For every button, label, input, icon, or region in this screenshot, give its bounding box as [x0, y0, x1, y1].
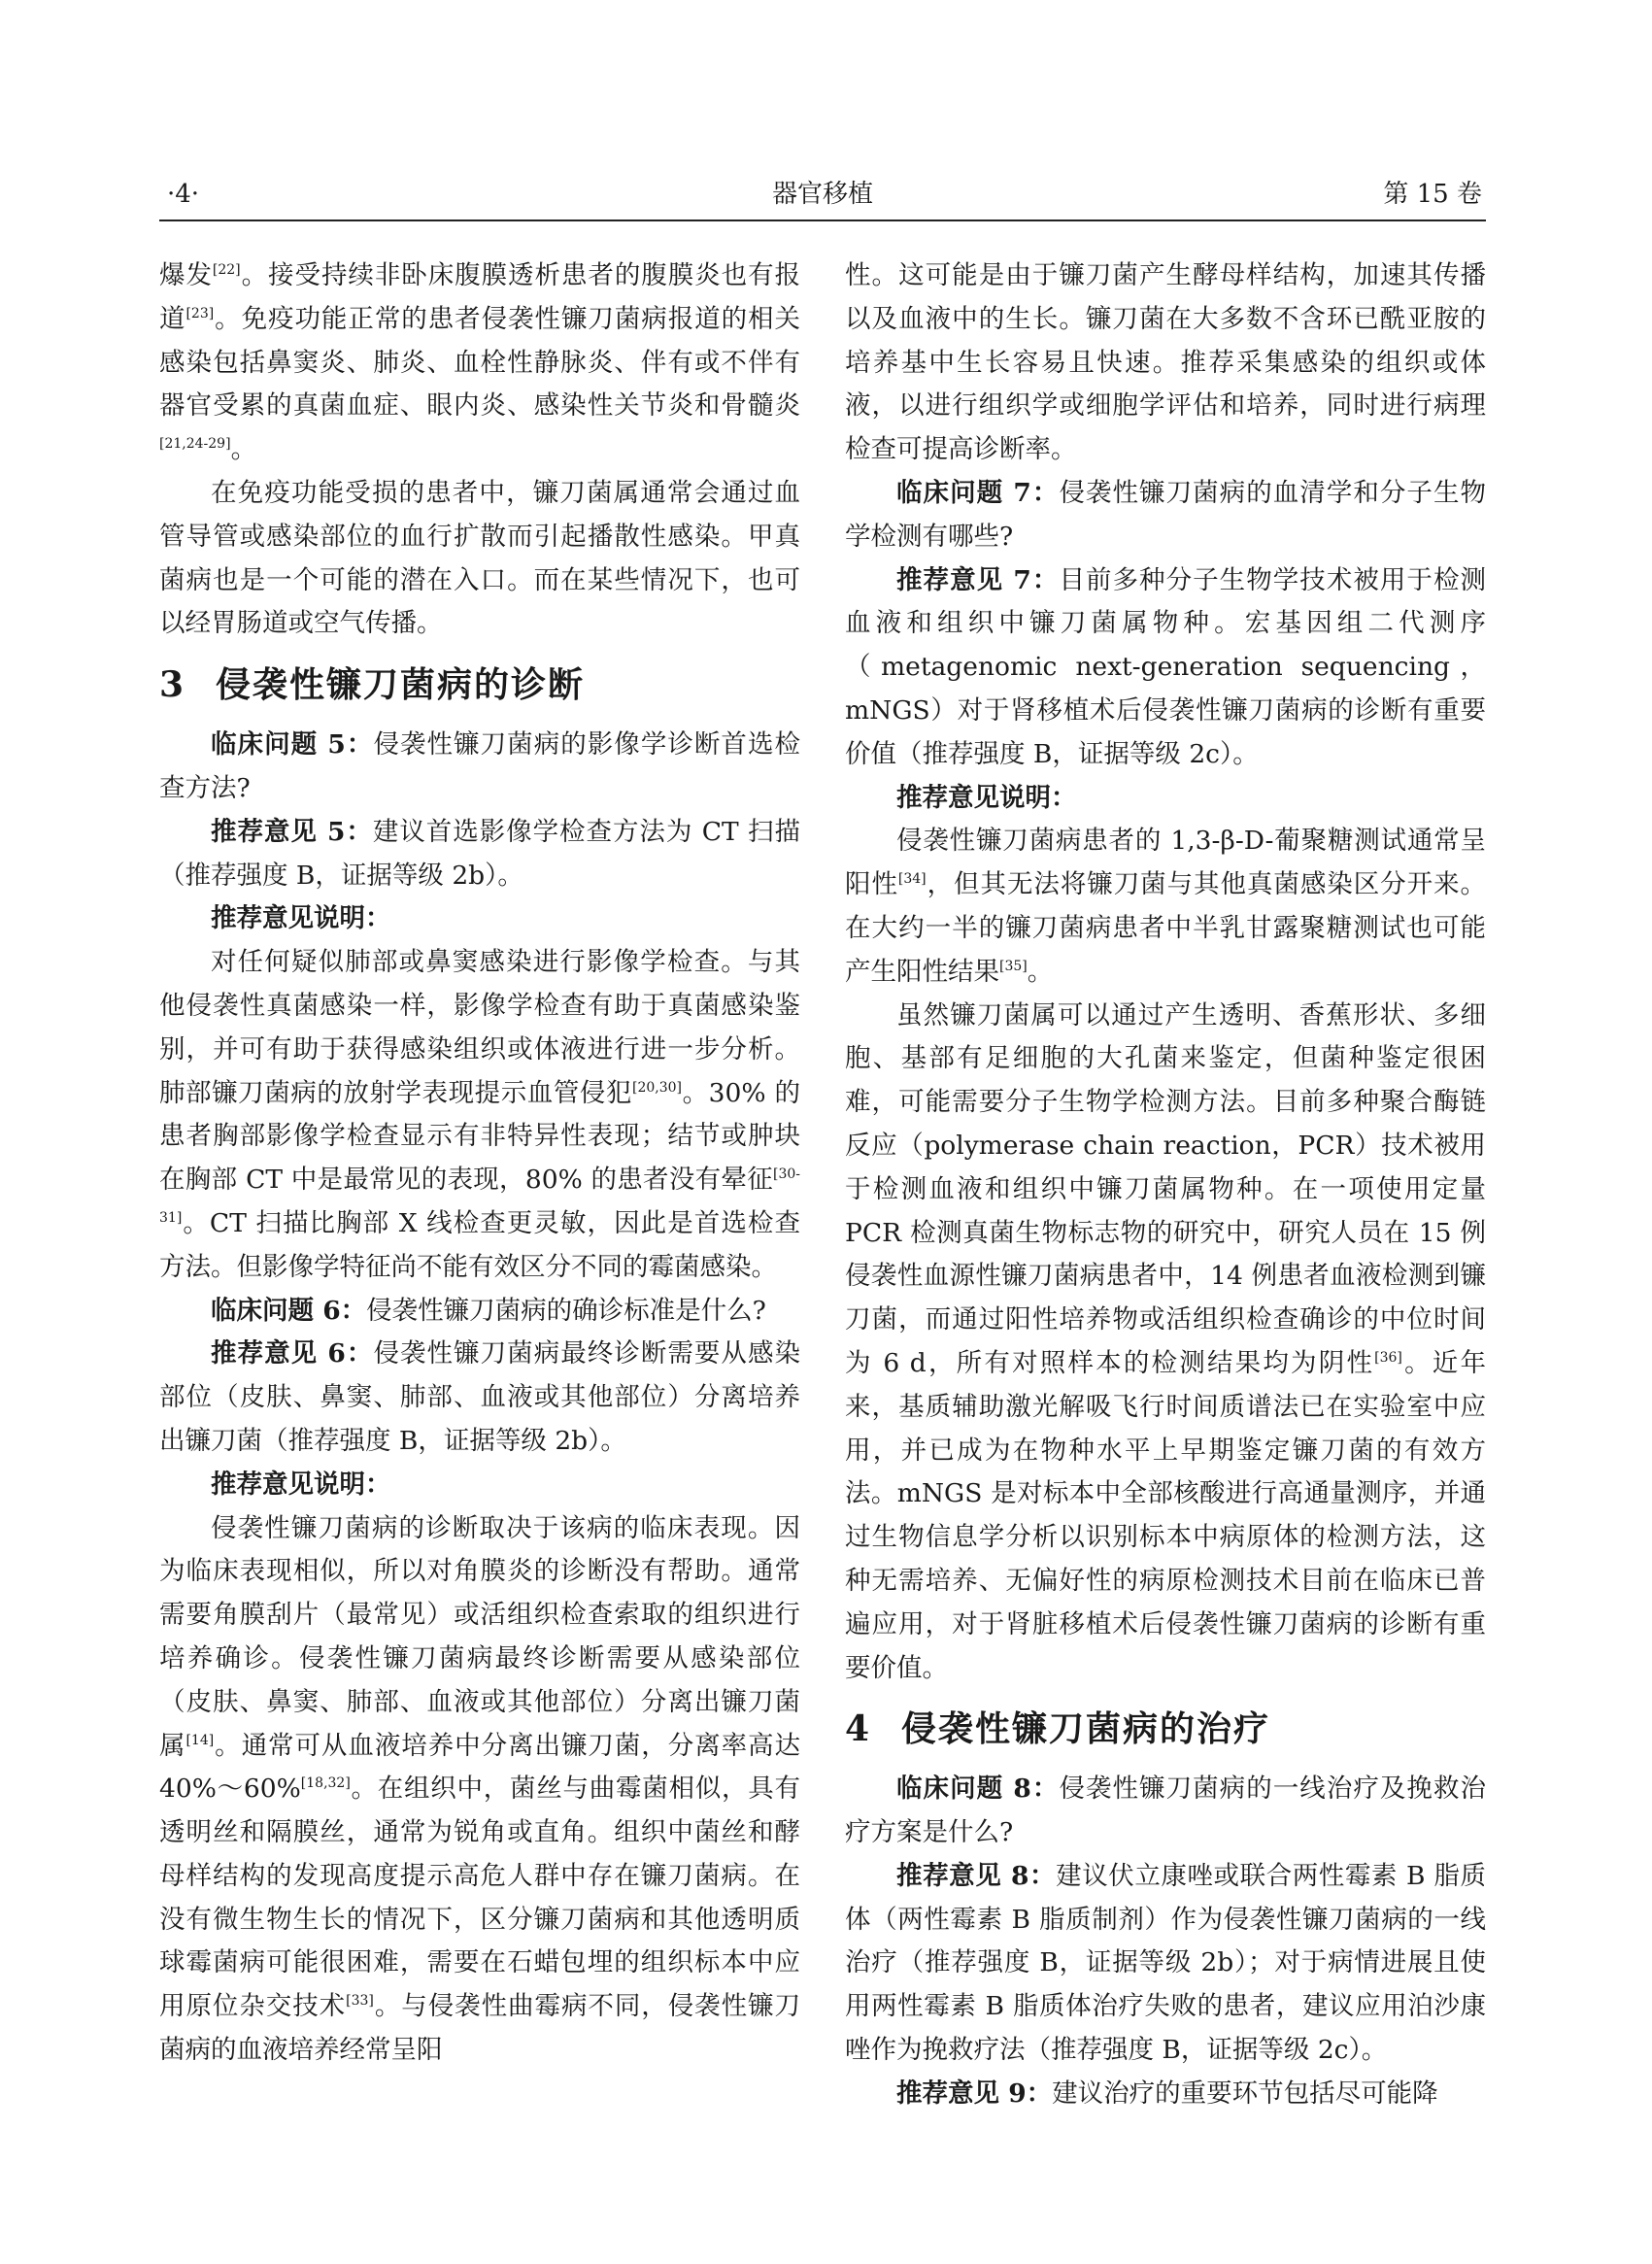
- section-heading: [159, 646, 800, 724]
- recommendation-label: 推荐意见 6：: [211, 1338, 374, 1369]
- citation[interactable]: [22]: [212, 262, 241, 278]
- explanation-label: 推荐意见说明：: [211, 903, 391, 934]
- section-number: 4: [845, 1708, 872, 1750]
- paragraph: 爆发[22]。接受持续非卧床腹膜透析患者的腹膜炎也有报道[23]。免疫功能正常的患者侵袭性镰刀菌病报道的相关感染包括鼻窦炎、肺炎、血栓性静脉炎、伴有或不伴有器官受累的真菌血症、眼内炎、感染性关节炎和骨髓炎[21,24-29]。: [159, 260, 801, 465]
- citation[interactable]: [36]: [1374, 1349, 1402, 1366]
- left-column: [159, 254, 800, 2073]
- citation[interactable]: [30-31]: [159, 1166, 800, 1226]
- recommendation-label: 推荐意见 9：: [896, 2078, 1053, 2109]
- recommendation: 推荐意见 7：目前多种分子生物学技术被用于检测血液和组织中镰刀菌属物种。宏基因组二代测序（metagenomic next-generation sequencing，mNGS）对于肾移植术后侵袭性镰刀菌病的诊断有重要价值（推荐强度 B，证据等级 2c）。: [845, 564, 1487, 769]
- paragraph: 对任何疑似肺部或鼻窦感染进行影像学检查。与其他侵袭性真菌感染一样，影像学检查有助于真菌感染鉴别，并可有助于获得感染组织或体液进行进一步分析。肺部镰刀菌病的放射学表现提示血管侵犯[20,30]。30% 的患者胸部影像学检查显示有非特异性表现；结节或肿块在胸部 CT 中是最常见的表现，80% 的患者没有晕征[30-31]。CT 扫描比胸部 X 线检查更灵敏，因此是首选检查方法。但影像学特征尚不能有效区分不同的霉菌感染。: [159, 947, 801, 1282]
- clinical-question: 临床问题 7：侵袭性镰刀菌病的血清学和分子生物学检测有哪些?: [845, 477, 1487, 552]
- recommendation: 推荐意见 8：建议伏立康唑或联合两性霉素 B 脂质体（两性霉素 B 脂质制剂）作为侵袭性镰刀菌病的一线治疗（推荐强度 B，证据等级 2b）；对于病情进展且使用两性霉素 B 脂质体治疗失败的患者，建议应用泊沙康唑作为挽救疗法（推荐强度 B，证据等级 2c）。: [845, 1860, 1486, 2066]
- section-title: 侵袭性镰刀菌病的治疗: [901, 1708, 1271, 1750]
- section-title: 侵袭性镰刀菌病的诊断: [216, 664, 586, 706]
- volume-label: 第 15 卷: [1383, 180, 1482, 209]
- recommendation-label: 推荐意见 7：: [896, 564, 1060, 595]
- clinical-question-label: 临床问题 6：: [211, 1295, 367, 1326]
- paragraph: 侵袭性镰刀菌病患者的 1,3-β-D-葡聚糖测试通常呈阳性[34]，但其无法将镰刀菌与其他真菌感染区分开来。在大约一半的镰刀菌病患者中半乳甘露聚糖测试也可能产生阳性结果[35]。: [845, 826, 1487, 987]
- citation[interactable]: [18,32]: [300, 1775, 351, 1792]
- page-number: ·4·: [167, 180, 200, 209]
- citation[interactable]: [21,24-29]: [159, 436, 231, 453]
- recommendation: 推荐意见 5：建议首选影像学检查方法为 CT 扫描（推荐强度 B，证据等级 2b）。: [159, 816, 800, 891]
- section-heading: [845, 1690, 1486, 1768]
- citation[interactable]: [33]: [346, 1993, 374, 2010]
- clinical-question-label: 临床问题 7：: [896, 477, 1060, 508]
- clinical-question: 临床问题 5：侵袭性镰刀菌病的影像学诊断首选检查方法?: [159, 729, 801, 803]
- clinical-question: 临床问题 6：侵袭性镰刀菌病的确诊标准是什么?: [211, 1295, 766, 1326]
- recommendation-label: 推荐意见 5：: [211, 816, 373, 847]
- journal-name: 器官移植: [771, 180, 873, 209]
- explanation-label: 推荐意见说明：: [896, 782, 1077, 813]
- paragraph: 虽然镰刀菌属可以通过产生透明、香蕉形状、多细胞、基部有足细胞的大孔菌来鉴定，但菌种鉴定很困难，可能需要分子生物学检测方法。目前多种聚合酶链反应（polymerase chain reaction，PCR）技术被用于检测血液和组织中镰刀菌属物种。在一项使用定量 PCR 检测真菌生物标志物的研究中，研究人员在 15 例侵袭性血源性镰刀菌病患者中，14 例患者血液检测到镰刀菌，而通过阳性培养物或活组织检查确诊的中位时间为 6 d，所有对照样本的检测结果均为阴性[36]。近年来，基质辅助激光解吸飞行时间质谱法已在实验室中应用，并已成为在物种水平上早期鉴定镰刀菌的有效方法。mNGS 是对标本中全部核酸进行高通量测序，并通过生物信息学分析以识别标本中病原体的检测方法，这种无需培养、无偏好性的病原检测技术目前在临床已普遍应用，对于肾脏移植术后侵袭性镰刀菌病的诊断有重要价值。: [845, 999, 1487, 1683]
- paragraph: 侵袭性镰刀菌病的诊断取决于该病的临床表现。因为临床表现相似，所以对角膜炎的诊断没有帮助。通常需要角膜刮片（最常见）或活组织检查索取的组织进行培养确诊。侵袭性镰刀菌病最终诊断需要从感染部位（皮肤、鼻窦、肺部、血液或其他部位）分离出镰刀菌属[14]。通常可从血液培养中分离出镰刀菌，分离率高达 40%～60%[18,32]。在组织中，菌丝与曲霉菌相似，具有透明丝和隔膜丝，通常为锐角或直角。组织中菌丝和酵母样结构的发现高度提示高危人群中存在镰刀菌病。在没有微生物生长的情况下，区分镰刀菌病和其他透明质球霉菌病可能很困难，需要在石蜡包埋的组织标本中应用原位杂交技术[33]。与侵袭性曲霉病不同，侵袭性镰刀菌病的血液培养经常呈阳: [159, 1512, 801, 2066]
- paragraph: 性。这可能是由于镰刀菌产生酵母样结构，加速其传播以及血液中的生长。镰刀菌在大多数不含环已酰亚胺的培养基中生长容易且快速。推荐采集感染的组织或体液，以进行组织学或细胞学评估和培养，同时进行病理检查可提高诊断率。: [845, 260, 1486, 465]
- citation[interactable]: [34]: [897, 871, 927, 888]
- header-rule: [159, 220, 1486, 221]
- recommendation: 推荐意见 9：建议治疗的重要环节包括尽可能降: [896, 2078, 1438, 2109]
- running-header: [159, 175, 1486, 218]
- clinical-question-label: 临床问题 8：: [896, 1774, 1060, 1805]
- citation[interactable]: [35]: [999, 958, 1028, 974]
- explanation-label: 推荐意见说明：: [211, 1469, 391, 1500]
- right-column: [845, 254, 1486, 2116]
- recommendation: 推荐意见 6：侵袭性镰刀菌病最终诊断需要从感染部位（皮肤、鼻窦、肺部、血液或其他部位）分离培养出镰刀菌（推荐强度 B，证据等级 2b）。: [159, 1338, 801, 1456]
- citation[interactable]: [14]: [185, 1732, 215, 1748]
- citation[interactable]: [23]: [185, 305, 215, 321]
- paragraph: 在免疫功能受损的患者中，镰刀菌属通常会通过血管导管或感染部位的血行扩散而引起播散性感染。甲真菌病也是一个可能的潜在入口。而在某些情况下，也可以经胃肠道或空气传播。: [159, 477, 800, 639]
- citation[interactable]: [20,30]: [632, 1079, 683, 1096]
- section-number: 3: [159, 664, 186, 706]
- clinical-question: 临床问题 8：侵袭性镰刀菌病的一线治疗及挽救治疗方案是什么?: [845, 1774, 1487, 1848]
- recommendation-label: 推荐意见 8：: [896, 1860, 1057, 1891]
- clinical-question-label: 临床问题 5：: [211, 729, 374, 760]
